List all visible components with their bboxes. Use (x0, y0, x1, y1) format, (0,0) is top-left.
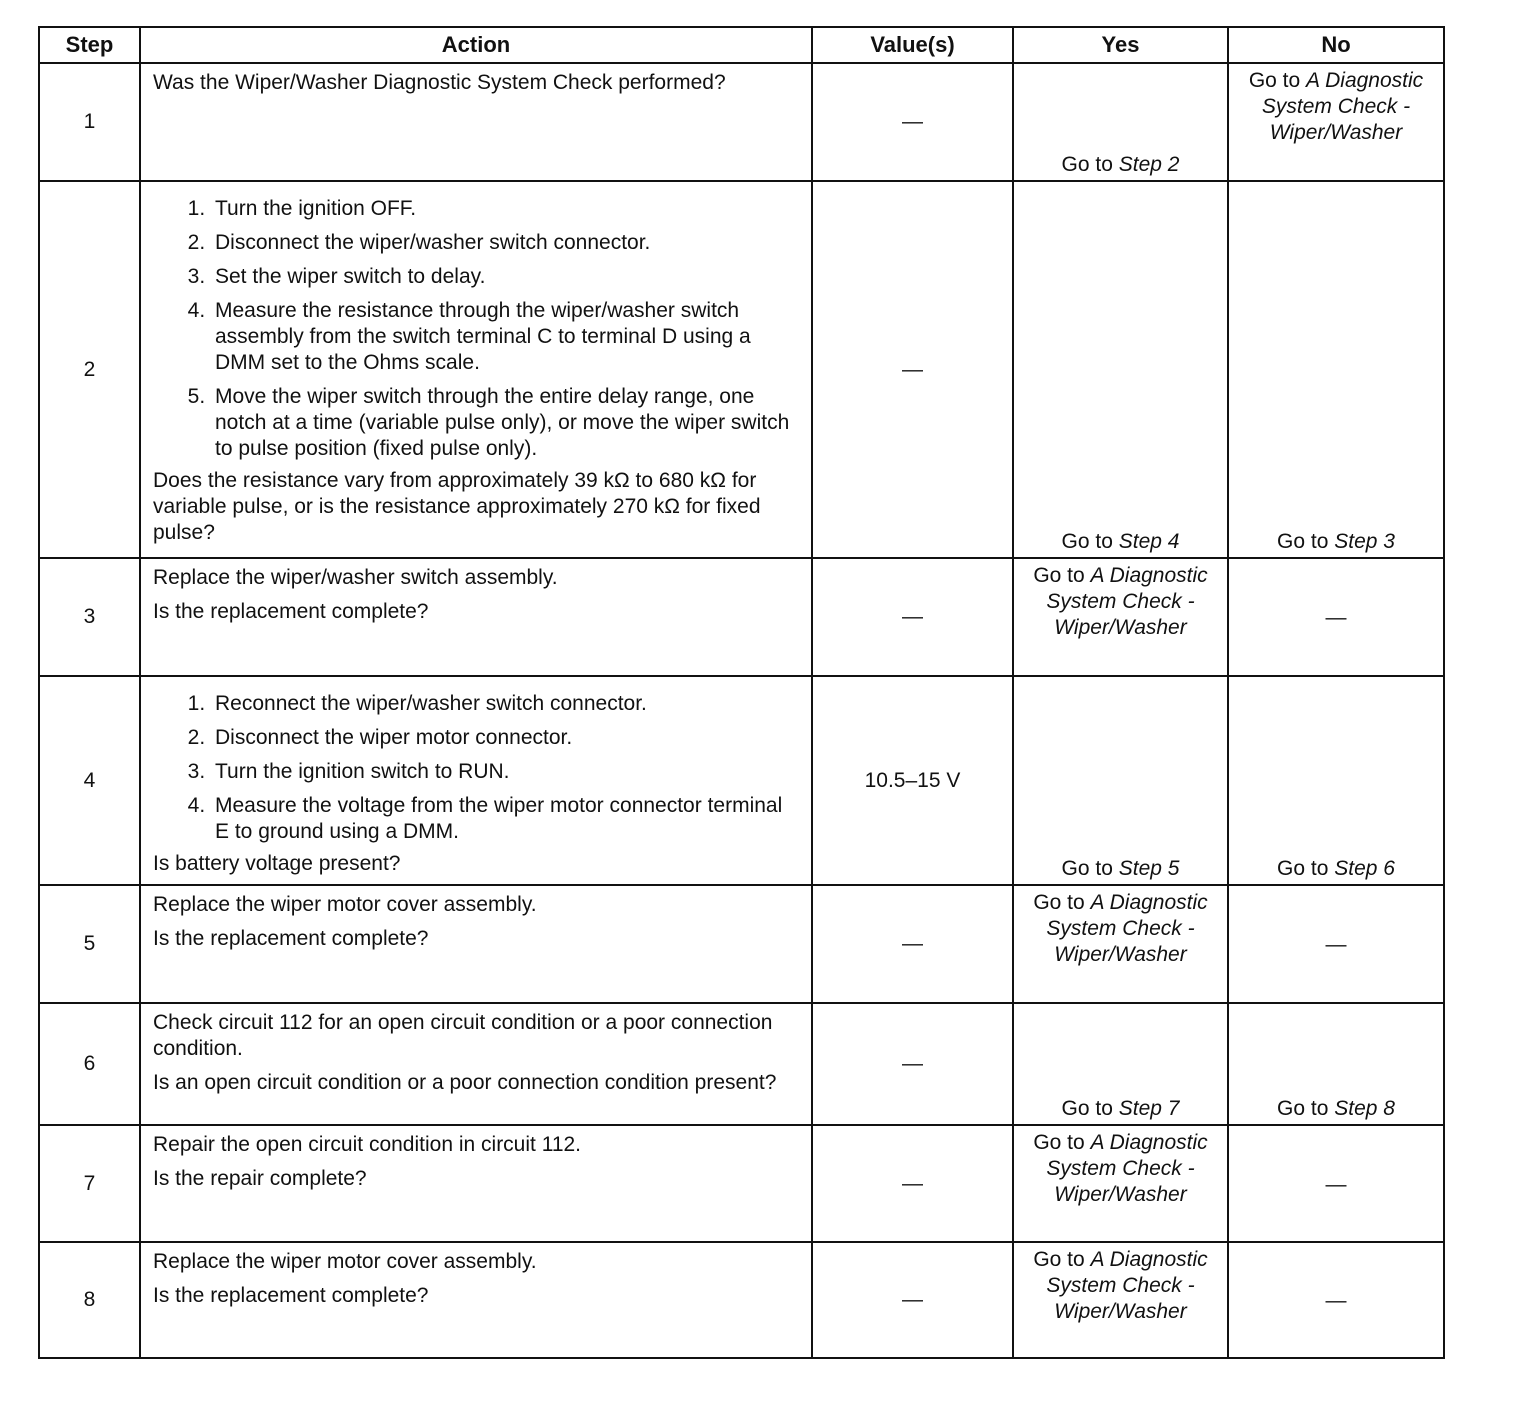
table-row (39, 676, 1444, 885)
action-cell (140, 558, 812, 676)
goto-prefix: Go to (1033, 1248, 1085, 1271)
table-row (39, 558, 1444, 676)
action-step-item: 5. Move the wiper switch through the entire delay range, one notch at a time (variable pulse only), or move the wiper switch to pulse position (fixed pulse only). (211, 384, 801, 462)
table-row (39, 1242, 1444, 1358)
step-number: 4 (39, 676, 140, 885)
action-cell (140, 676, 812, 885)
yes-cell (1013, 1003, 1228, 1125)
goto-target: A Diagnostic System Check - Wiper/Washer (1261, 69, 1424, 144)
value-cell: — (812, 558, 1013, 676)
action-step-item: 3. Turn the ignition switch to RUN. (211, 759, 801, 785)
action-steps-list (153, 691, 801, 845)
step-number: 1 (39, 63, 140, 181)
goto-target: Step 3 (1334, 530, 1395, 553)
table-row (39, 1125, 1444, 1242)
value-cell: — (812, 885, 1013, 1003)
goto-target: Step 8 (1334, 1097, 1395, 1120)
step-number: 7 (39, 1125, 140, 1242)
value-cell: — (812, 1242, 1013, 1358)
table-row (39, 885, 1444, 1003)
goto-prefix: Go to (1033, 891, 1085, 914)
action-text: Replace the wiper/washer switch assembly. (153, 566, 558, 589)
goto-prefix: Go to (1277, 1097, 1329, 1120)
value-cell: 10.5–15 V (812, 676, 1013, 885)
goto-target: Step 2 (1118, 153, 1180, 176)
goto-prefix: Go to (1248, 69, 1301, 92)
goto-target: A Diagnostic System Check - Wiper/Washer (1046, 564, 1208, 639)
action-question: Is the replacement complete? (153, 600, 429, 623)
action-cell (140, 63, 812, 181)
no-cell: — (1228, 1125, 1444, 1242)
action-question: Is battery voltage present? (153, 852, 401, 875)
table-row (39, 63, 1444, 181)
yes-cell (1013, 63, 1228, 181)
diagnostic-table (38, 26, 1445, 1359)
action-step-item: 4. Measure the resistance through the wiper/washer switch assembly from the switch terminal C to terminal D using a DMM set to the Ohms scale. (211, 298, 801, 376)
no-cell (1228, 1003, 1444, 1125)
goto-target: Step 4 (1118, 530, 1180, 553)
header-no: No (1228, 27, 1444, 63)
goto-target: Step 7 (1118, 1097, 1180, 1120)
action-question: Is the repair complete? (153, 1167, 367, 1190)
yes-cell (1013, 1125, 1228, 1242)
goto-prefix: Go to (1061, 857, 1113, 880)
action-step-item: 2. Disconnect the wiper motor connector. (211, 725, 801, 751)
action-question: Is the replacement complete? (153, 927, 429, 950)
action-cell (140, 1242, 812, 1358)
step-number: 3 (39, 558, 140, 676)
goto-target: A Diagnostic System Check - Wiper/Washer (1046, 1131, 1208, 1206)
no-cell: — (1228, 885, 1444, 1003)
no-cell (1228, 63, 1444, 181)
no-cell: — (1228, 558, 1444, 676)
action-text: Repair the open circuit condition in circuit 112. (153, 1133, 582, 1156)
action-text: Replace the wiper motor cover assembly. (153, 893, 537, 916)
goto-prefix: Go to (1061, 153, 1113, 176)
action-steps-list (153, 196, 801, 462)
value-cell: — (812, 1003, 1013, 1125)
header-step: Step (39, 27, 140, 63)
action-text: Check circuit 112 for an open circuit condition or a poor connection condition. (153, 1011, 773, 1060)
no-cell: — (1228, 1242, 1444, 1358)
action-step-item: 1. Turn the ignition OFF. (211, 196, 801, 222)
value-cell: — (812, 181, 1013, 558)
table-row (39, 1003, 1444, 1125)
action-question: Does the resistance vary from approximately 39 kΩ to 680 kΩ for variable pulse, or is the resistance approximately 270 kΩ for fixed pulse? (153, 469, 761, 544)
value-cell: — (812, 63, 1013, 181)
no-cell (1228, 676, 1444, 885)
header-values: Value(s) (812, 27, 1013, 63)
action-step-item: 2. Disconnect the wiper/washer switch connector. (211, 230, 801, 256)
yes-cell (1013, 676, 1228, 885)
goto-prefix: Go to (1061, 530, 1113, 553)
header-action: Action (140, 27, 812, 63)
action-question: Is the replacement complete? (153, 1284, 429, 1307)
goto-prefix: Go to (1033, 1131, 1085, 1154)
action-text: Was the Wiper/Washer Diagnostic System Check performed? (153, 71, 726, 94)
action-step-item: 3. Set the wiper switch to delay. (211, 264, 801, 290)
action-question: Is an open circuit condition or a poor connection condition present? (153, 1071, 777, 1094)
yes-cell (1013, 181, 1228, 558)
goto-prefix: Go to (1277, 857, 1329, 880)
action-cell (140, 885, 812, 1003)
goto-prefix: Go to (1061, 1097, 1113, 1120)
action-cell (140, 181, 812, 558)
step-number: 2 (39, 181, 140, 558)
header-yes: Yes (1013, 27, 1228, 63)
yes-cell (1013, 885, 1228, 1003)
goto-target: A Diagnostic System Check - Wiper/Washer (1046, 891, 1208, 966)
action-step-item: 4. Measure the voltage from the wiper motor connector terminal E to ground using a DMM. (211, 793, 801, 845)
action-step-item: 1. Reconnect the wiper/washer switch connector. (211, 691, 801, 717)
goto-prefix: Go to (1277, 530, 1329, 553)
no-cell (1228, 181, 1444, 558)
goto-target: Step 6 (1334, 857, 1395, 880)
table-row (39, 181, 1444, 558)
yes-cell (1013, 1242, 1228, 1358)
yes-cell (1013, 558, 1228, 676)
action-text: Replace the wiper motor cover assembly. (153, 1250, 537, 1273)
goto-prefix: Go to (1033, 564, 1085, 587)
step-number: 5 (39, 885, 140, 1003)
action-cell (140, 1003, 812, 1125)
value-cell: — (812, 1125, 1013, 1242)
step-number: 8 (39, 1242, 140, 1358)
header-row (39, 27, 1444, 63)
goto-target: A Diagnostic System Check - Wiper/Washer (1046, 1248, 1208, 1323)
step-number: 6 (39, 1003, 140, 1125)
action-cell (140, 1125, 812, 1242)
goto-target: Step 5 (1118, 857, 1180, 880)
